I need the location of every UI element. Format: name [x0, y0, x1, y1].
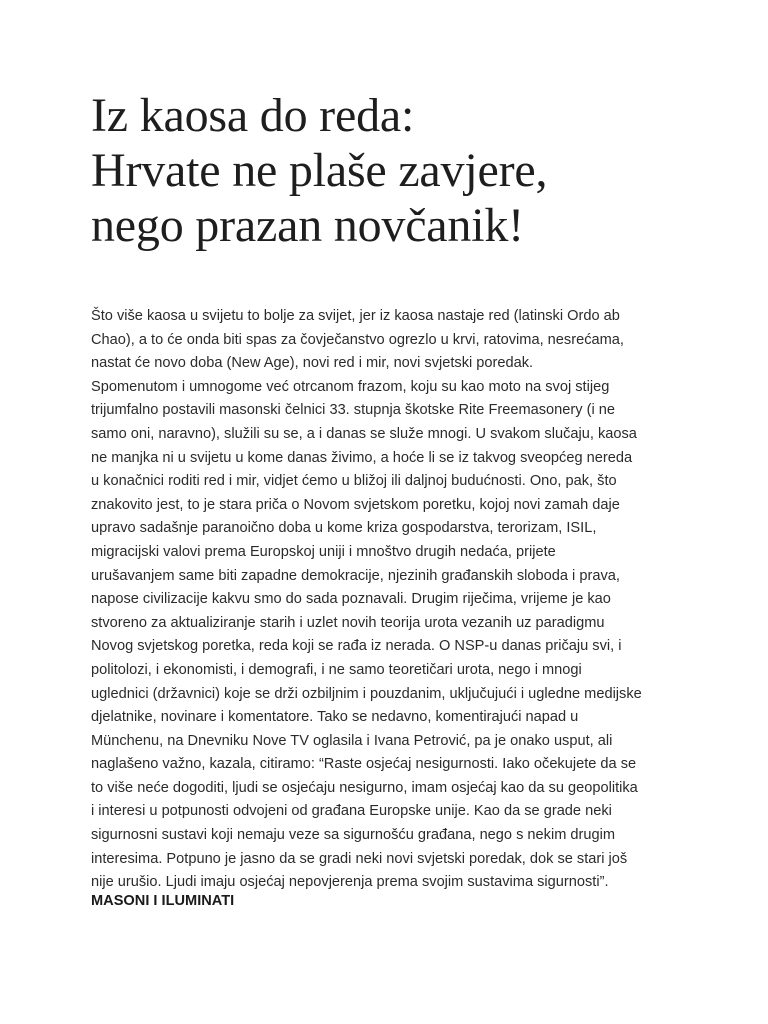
body-line: politolozi, i ekonomisti, i demografi, i ne samo teoretičari urota, nego i mnogi — [91, 661, 582, 678]
body-line: sigurnosni sustavi koji nemaju veze sa sigurnošću građana, nego s nekim drugim — [91, 827, 616, 844]
body-line: trijumfalno postavili masonski čelnici 33. stupnja škotske Rite Freemasonery (i ne — [91, 402, 615, 419]
section-subheading: MASONI I ILUMINATI — [91, 892, 235, 909]
body-line: stvoreno za aktualiziranje starih i uzlet novih teorija urota vezanih uz paradigmu — [91, 614, 605, 631]
body-line: Novog svjetskog poretka, reda koji se rađa iz nerada. O NSP-u danas pričaju svi, i — [91, 638, 622, 655]
body-line: i interesi u potpunosti odvojeni od građana Europske unije. Kao da se grade neki — [91, 803, 612, 820]
body-line: Chao), a to će onda biti spas za čovječanstvo ogrezlo u krvi, ratovima, nesrećama, — [91, 331, 624, 348]
body-line: nije urušio. Ljudi imaju osjećaj nepovjerenja prema svojim sustavima sigurnosti”. — [91, 874, 609, 891]
article-body — [91, 305, 681, 895]
body-line: napose civilizacije kakvu smo do sada poznavali. Drugim riječima, vrijeme je kao — [91, 591, 611, 608]
body-line: u konačnici roditi red i mir, vidjet ćemo u bližoj ili daljnoj budućnosti. Ono, pak, što — [91, 473, 617, 490]
body-line: samo oni, naravno), služili su se, a i danas se služe mnogi. U svakom slučaju, kaosa — [91, 425, 637, 442]
headline-line: Iz kaosa do reda: — [91, 89, 415, 142]
body-line: migracijski valovi prema Europskoj uniji i mnoštvo drugih nedaća, prijete — [91, 543, 556, 560]
body-line: nastat će novo doba (New Age), novi red i mir, novi svjetski poredak. — [91, 355, 534, 372]
body-line: znakovito jest, to je stara priča o Novom svjetskom poretku, kojoj novi zamah daje — [91, 496, 620, 513]
body-line: Što više kaosa u svijetu to bolje za svijet, jer iz kaosa nastaje red (latinski Ordo ab — [91, 308, 620, 324]
body-line: upravo sadašnje paranoično doba u kome kriza gospodarstva, terorizam, ISIL, — [91, 520, 597, 537]
article-headline — [91, 88, 681, 253]
headline-line: Hrvate ne plaše zavjere, — [91, 144, 548, 197]
body-line: urušavanjem same biti zapadne demokracije, njezinih građanskih sloboda i prava, — [91, 567, 620, 584]
body-line: djelatnike, novinare i komentatore. Tako se nedavno, komentirajući napad u — [91, 709, 579, 726]
body-line: Spomenutom i umnogome već otrcanom frazom, koju su kao moto na svoj stijeg — [91, 378, 610, 395]
body-line: Münchenu, na Dnevniku Nove TV oglasila i Ivana Petrović, pa je onako usput, ali — [91, 732, 613, 749]
article-page — [91, 88, 681, 911]
body-line: ne manjka ni u svijetu u kome danas živimo, a hoće li se iz takvog sveopćeg nereda — [91, 449, 633, 466]
body-line: uglednici (državnici) koje se drži ozbiljnim i pouzdanim, uključujući i ugledne medijske — [91, 685, 642, 702]
body-line: interesima. Potpuno je jasno da se gradi neki novi svjetski poredak, dok se stari još — [91, 850, 628, 867]
headline-line: nego prazan novčanik! — [91, 199, 524, 252]
body-line: to više neće dogoditi, ljudi se osjećaju nesigurno, imam osjećaj kao da su geopolitika — [91, 779, 638, 796]
body-line: naglašeno važno, kazala, citiramo: “Raste osjećaj nesigurnosti. Iako očekujete da se — [91, 756, 637, 773]
